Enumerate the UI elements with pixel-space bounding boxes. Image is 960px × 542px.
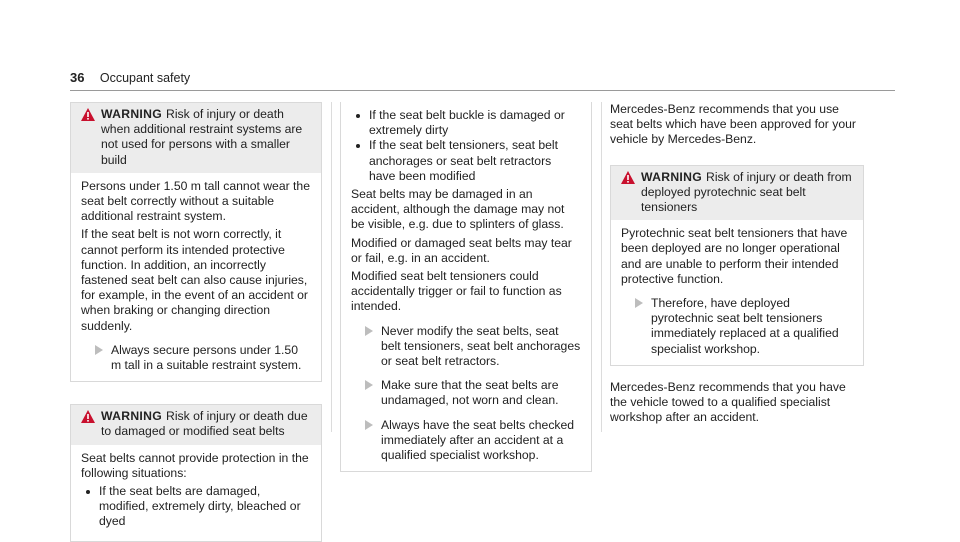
column-3 xyxy=(610,102,864,428)
warning-box xyxy=(610,165,864,366)
warning-label: WARNING xyxy=(101,107,163,121)
action-arrow-icon xyxy=(365,326,373,336)
warning-body xyxy=(611,220,863,365)
action-text: Never modify the seat belts, seat belt tensioners, seat belt anchorages or seat belt retractors. xyxy=(381,323,581,369)
action-step xyxy=(351,418,581,464)
paragraph: Modified seat belt tensioners could accidentally trigger or fail to function as intended. xyxy=(351,269,562,314)
action-step xyxy=(351,324,581,370)
warning-label: WARNING xyxy=(641,169,703,184)
warning-box-continued xyxy=(340,102,592,472)
header-rule xyxy=(70,90,895,91)
warning-headline: Risk of injury or death when additional restraint systems are not used for persons with a smaller build xyxy=(101,107,303,167)
warning-header xyxy=(611,166,863,221)
outro-paragraph: Mercedes-Benz recommends that you have the vehicle towed to a qualified specialist workshop after an accident. xyxy=(610,379,846,425)
action-arrow-icon xyxy=(365,380,373,390)
warning-body xyxy=(71,445,321,541)
list-item: If the seat belt buckle is damaged or extremely dirty xyxy=(351,108,581,138)
action-step xyxy=(621,296,853,357)
column-divider xyxy=(331,102,332,432)
warning-box xyxy=(70,404,322,541)
action-arrow-icon xyxy=(95,345,103,355)
warning-header xyxy=(71,405,321,444)
paragraph: Persons under 1.50 m tall cannot wear the seat belt correctly without a suitable additional restraint system. xyxy=(81,178,310,224)
column-2 xyxy=(340,102,592,472)
action-arrow-icon xyxy=(635,298,643,308)
warning-headline: Risk of injury or death from deployed pyrotechnic seat belt tensioners xyxy=(641,169,852,215)
column-1 xyxy=(70,102,322,542)
paragraph: If the seat belt is not worn correctly, it cannot perform its intended protective function. In addition, an incorrectly fastened seat belt can also cause injuries, for example, in the event of an accident or when braking or changing direction suddenly. xyxy=(81,227,308,333)
paragraph: Seat belts may be damaged in an accident, although the damage may not be visible, e.g. due to splinters of glass. xyxy=(351,187,565,232)
bullet-list xyxy=(81,484,311,530)
action-step xyxy=(81,343,311,373)
paragraph: Pyrotechnic seat belt tensioners that have been deployed are no longer operational and are unable to perform their intended protective function. xyxy=(621,226,848,286)
section-title: Occupant safety xyxy=(99,71,191,85)
action-arrow-icon xyxy=(365,420,373,430)
page-header xyxy=(70,70,190,88)
action-text: Always secure persons under 1.50 m tall in a suitable restraint system. xyxy=(111,342,302,373)
action-text: Therefore, have deployed pyrotechnic seat belt tensioners immediately replaced at a qualified specialist workshop. xyxy=(651,296,839,356)
page-number: 36 xyxy=(70,70,85,85)
list-item: If the seat belt tensioners, seat belt anchorages or seat belt retractors have been modified xyxy=(351,138,581,184)
intro-paragraph: Mercedes-Benz recommends that you use seat belts which have been approved for your vehicle by Mercedes-Benz. xyxy=(610,102,856,147)
paragraph: Modified or damaged seat belts may tear or fail, e.g. in an accident. xyxy=(351,235,572,265)
warning-box xyxy=(70,102,322,382)
warning-label: WARNING xyxy=(101,409,163,424)
warning-body xyxy=(341,102,591,471)
warning-headline: Risk of injury or death due to damaged or modified seat belts xyxy=(101,409,308,439)
warning-triangle-icon xyxy=(81,108,95,121)
action-step xyxy=(351,378,581,408)
warning-triangle-icon xyxy=(621,171,635,184)
paragraph: Seat belts cannot provide protection in the following situations: xyxy=(81,450,309,480)
warning-triangle-icon xyxy=(81,410,95,423)
list-item: If the seat belts are damaged, modified, extremely dirty, bleached or dyed xyxy=(81,484,311,530)
action-text: Make sure that the seat belts are undamaged, not worn and clean. xyxy=(381,378,559,408)
warning-body xyxy=(71,173,321,381)
column-divider xyxy=(601,102,602,432)
warning-header xyxy=(71,103,321,173)
action-text: Always have the seat belts checked immediately after an accident at a qualified specialist workshop. xyxy=(381,417,575,463)
bullet-list xyxy=(351,108,581,184)
